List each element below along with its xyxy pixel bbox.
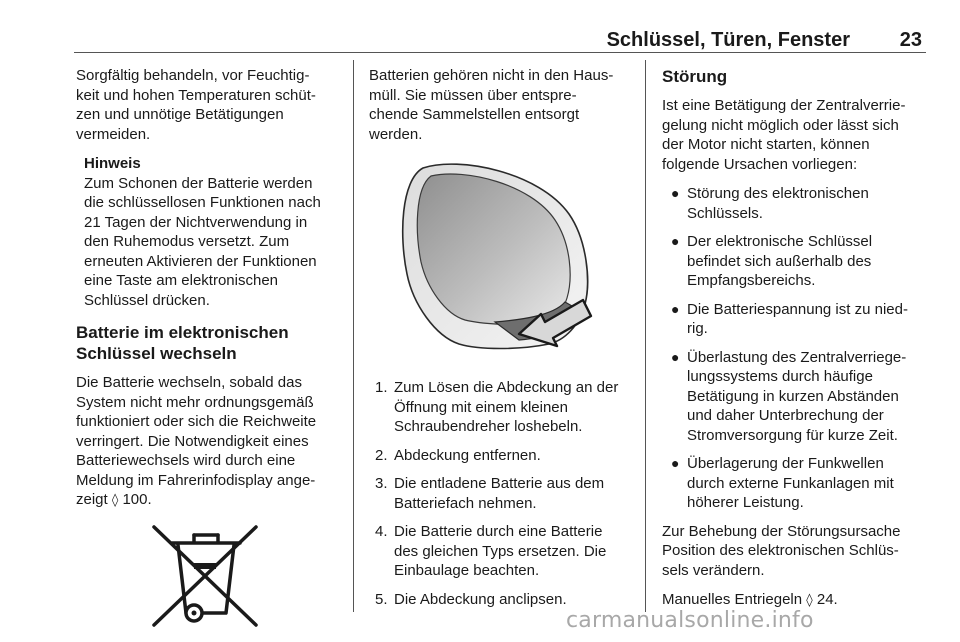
fault-intro: Ist eine Betätigung der Zentralverrie- gelung nicht möglich oder lässt sich der Motor nicht starten, können folgende Ursachen vorliegen:	[662, 97, 906, 173]
page-ref-link[interactable]: 24.	[816, 591, 838, 608]
list-item: ● Die Batteriespannung ist zu nied- rig.	[671, 300, 908, 337]
list-item: ● Überlastung des Zentralverriege- lungssystems durch häufige Betätigung in kurzen Abständen und daher Unterbrechung der Stromversorgung für kurze Zeit.	[671, 348, 907, 444]
page-number: 23	[899, 29, 922, 51]
disposal-paragraph: Batterien gehören nicht in den Haus- müll. Sie müssen über entspre- chende Sammelstellen entsorgt werden.	[369, 67, 614, 143]
left-column	[76, 66, 348, 631]
list-item: ● Der elektronische Schlüssel befindet sich außerhalb des Empfangsbereichs.	[671, 233, 873, 289]
header-rule	[74, 52, 926, 53]
section-heading: Batterie im elektronischen Schlüssel wechseln	[76, 323, 289, 363]
right-column	[662, 66, 930, 621]
steps-list	[369, 378, 637, 609]
intro-paragraph: Sorgfältig behandeln, vor Feuchtig- keit und hohen Temperaturen schüt- zen und unnötige Betätigungen vermeiden.	[76, 67, 316, 143]
column-divider-left	[353, 60, 354, 612]
page-ref-icon: ◊	[806, 593, 813, 608]
note-text: Zum Schonen der Batterie werden die schlüssellosen Funktionen nach 21 Tagen der Nichtverwendung in den Ruhemodus versetzt. Zum erneuten Aktivieren der Funktionen eine Taste am elektronischen Schlüssel drücken.	[84, 174, 321, 309]
list-item: 4. Die Batterie durch eine Batterie des gleichen Typs ersetzen. Die Einbaulage beachten.	[375, 523, 607, 579]
bullet-icon: ●	[671, 233, 680, 249]
battery-paragraph: Die Batterie wechseln, sobald das System nicht mehr ordnungsgemäß funktioniert oder sich die Reichweite verringert. Die Notwendigkeit eines Batteriewechsels wird durch eine Meldung im Fahrerinfodisplay ange- zeigt ◊ 100.	[76, 374, 317, 508]
note-box	[76, 154, 348, 310]
list-item: ● Überlagerung der Funkwellen durch externe Funkanlagen mit höherer Leistung.	[671, 455, 894, 511]
bullet-icon: ●	[671, 185, 680, 201]
key-fob-illustration	[369, 154, 631, 370]
column-divider-right	[645, 60, 646, 612]
page-ref-link[interactable]: 100.	[122, 491, 152, 508]
fault-heading: Störung	[662, 67, 728, 86]
bullet-icon: ●	[671, 348, 680, 365]
note-title: Hinweis	[84, 155, 141, 172]
watermark: carmanualsonline.info	[566, 608, 814, 633]
fault-causes-list	[662, 184, 930, 513]
list-item: 1. Zum Lösen die Abdeckung an der Öffnung mit einem kleinen Schraubendreher loshebeln.	[375, 379, 619, 435]
list-item: 3. Die entladene Batterie aus dem Batteriefach nehmen.	[375, 475, 605, 512]
fault-remedy-paragraph: Zur Behebung der Störungsursache Position des elektronischen Schlüs- sels verändern.	[662, 522, 901, 579]
bullet-icon: ●	[671, 455, 680, 471]
list-item: 2. Abdeckung entfernen.	[375, 446, 541, 464]
running-header-title: Schlüssel, Türen, Fenster	[606, 29, 850, 51]
page-ref-icon: ◊	[111, 493, 119, 508]
list-item: 5. Die Abdeckung anclipsen.	[375, 590, 567, 608]
middle-column	[369, 66, 637, 618]
list-item: ● Störung des elektronischen Schlüssels.	[671, 185, 869, 222]
bullet-icon: ●	[671, 300, 680, 317]
manual-unlock-paragraph: Manuelles Entriegeln ◊ 24.	[662, 591, 838, 608]
crossed-bin-icon	[146, 521, 266, 631]
